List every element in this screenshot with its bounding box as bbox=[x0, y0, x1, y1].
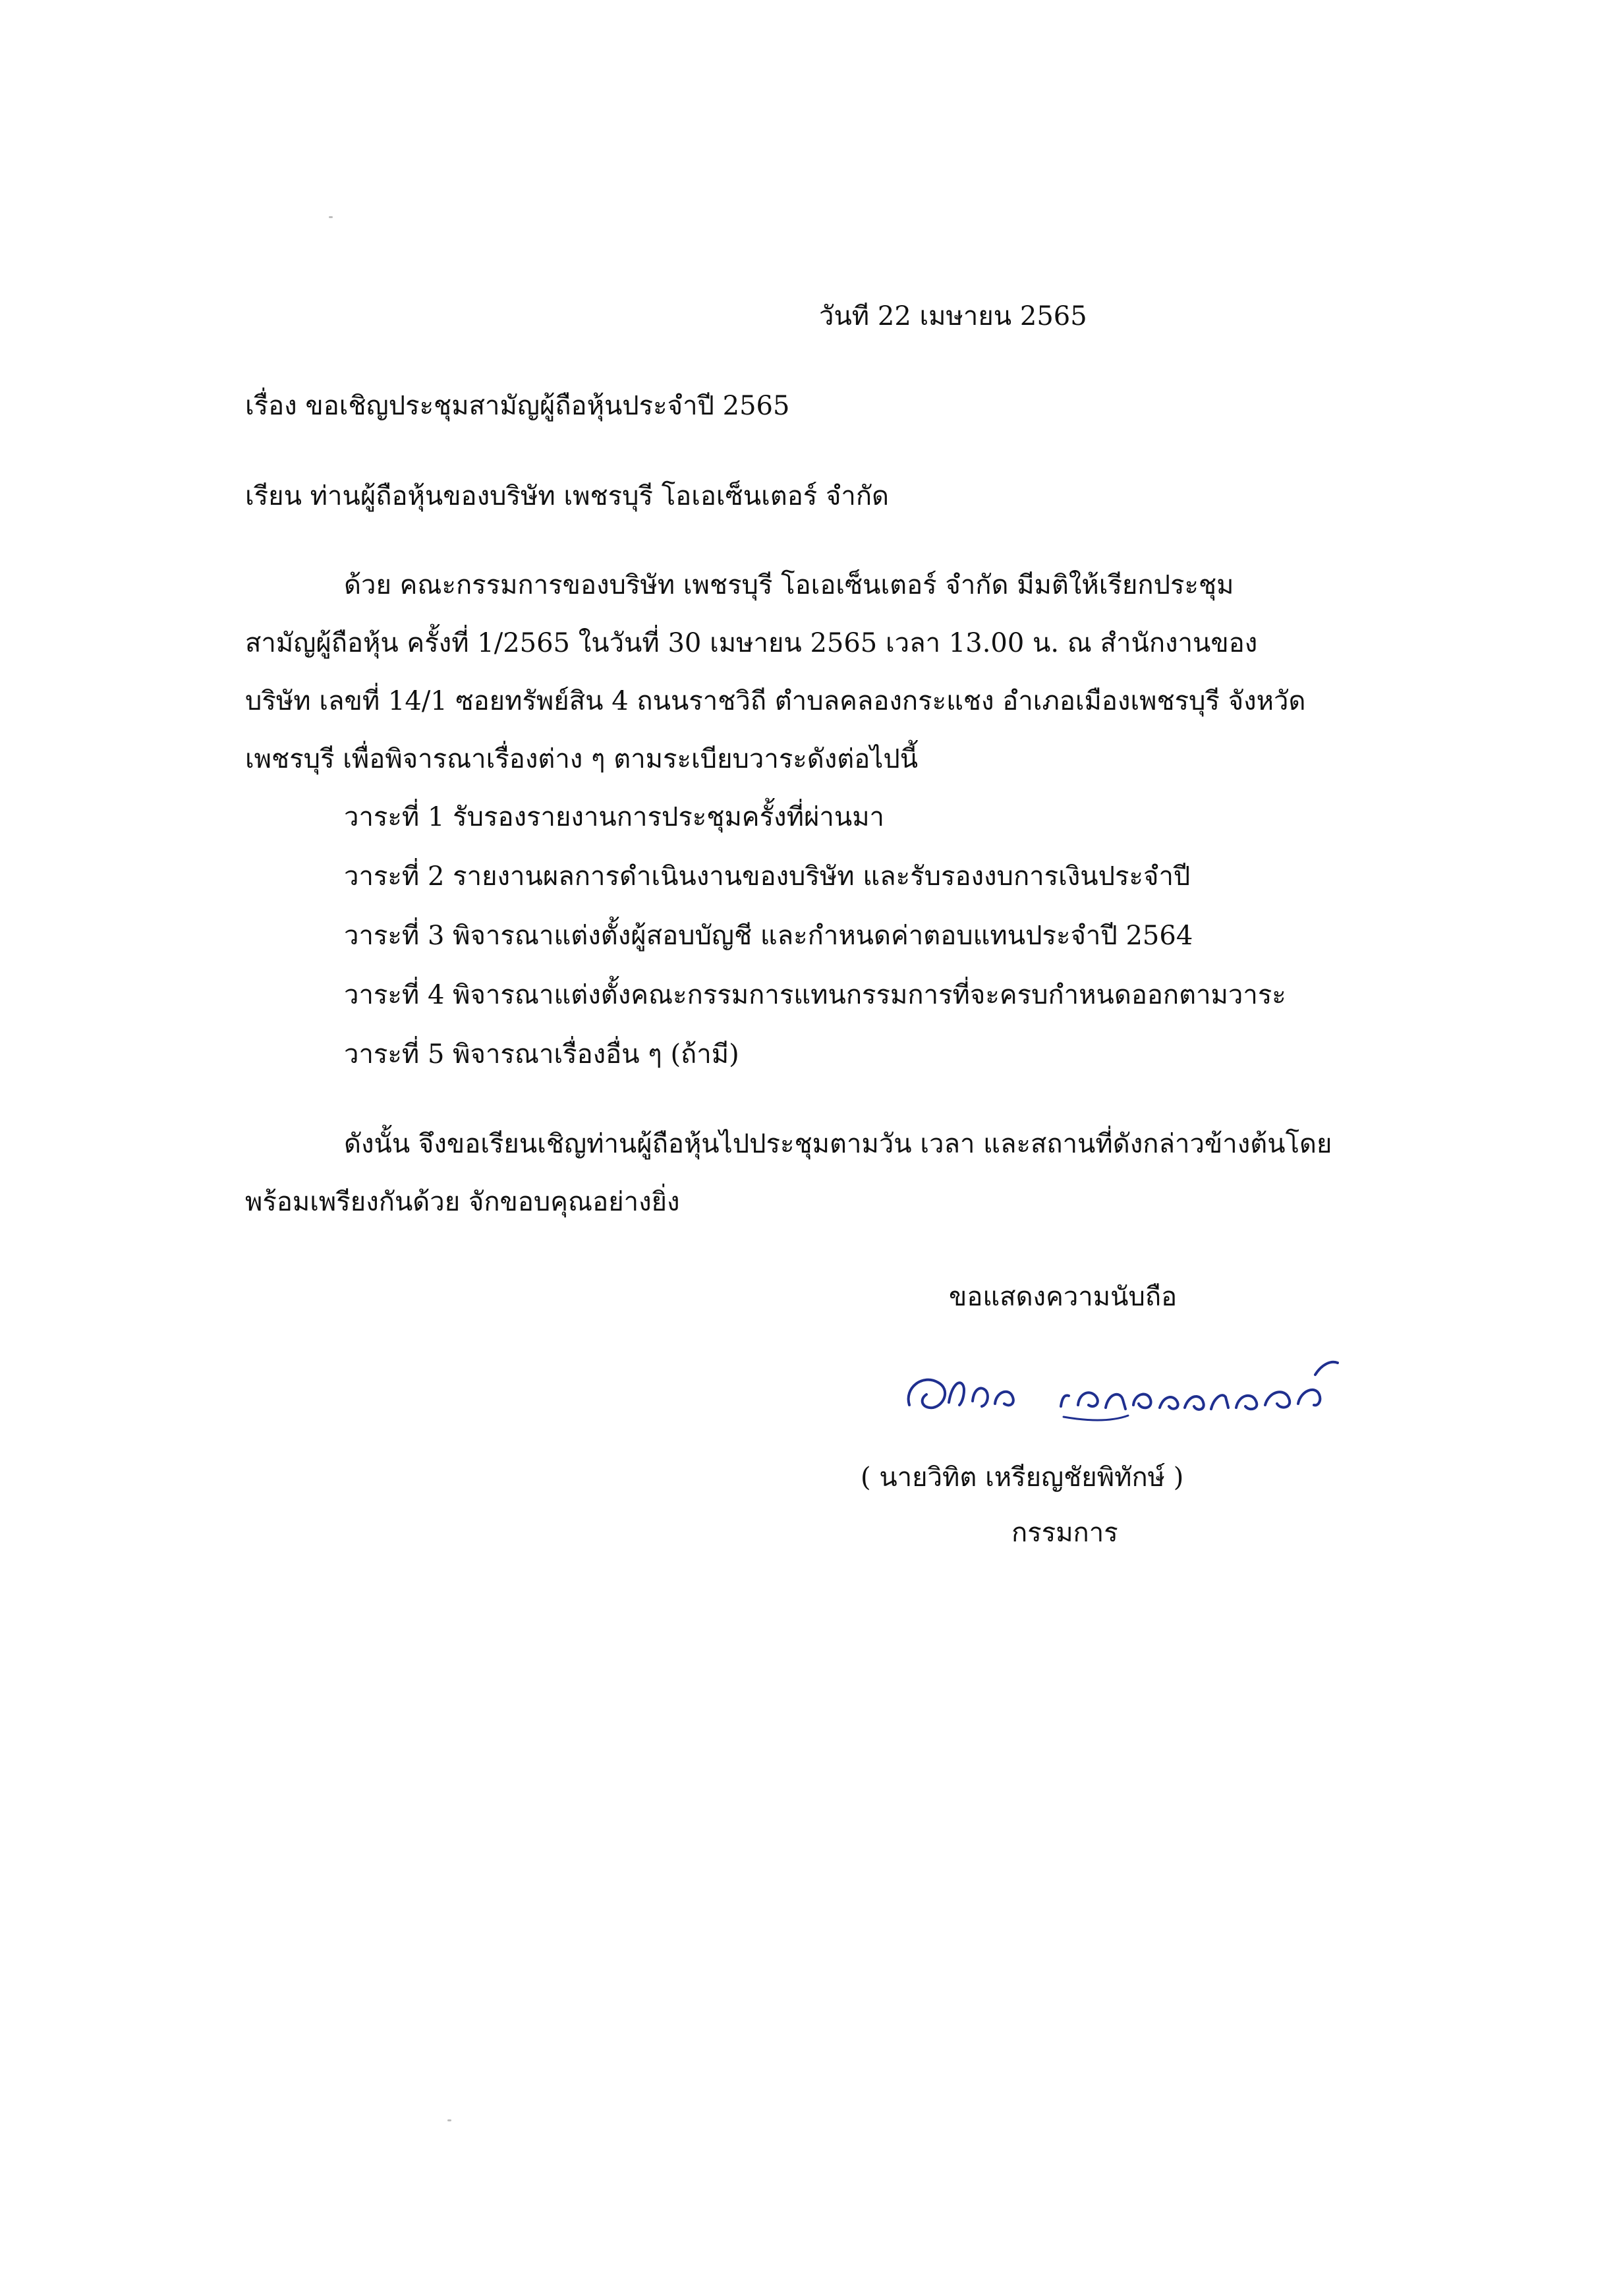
signer-title: กรรมการ bbox=[1011, 1518, 1118, 1548]
scan-speck bbox=[447, 2119, 451, 2121]
signature-stroke bbox=[1061, 1362, 1338, 1410]
signature-stroke bbox=[1064, 1416, 1128, 1420]
body-line: สามัญผู้ถือหุ้น ครั้งที่ 1/2565 ในวันที่ 30 เมษายน 2565 เวลา 13.00 น. ณ สำนักงานของ bbox=[245, 628, 1258, 658]
body-line: ด้วย คณะกรรมการของบริษัท เพชรบุรี โอเอเซ็นเตอร์ จำกัด มีมติให้เรียกประชุม bbox=[344, 570, 1234, 600]
body-line: เพชรบุรี เพื่อพิจารณาเรื่องต่าง ๆ ตามระเบียบวาระดังต่อไปนี้ bbox=[245, 744, 919, 774]
closing-line: ดังนั้น จึงขอเรียนเชิญท่านผู้ถือหุ้นไปประชุมตามวัน เวลา และสถานที่ดังกล่าวข้างต้นโดย bbox=[344, 1129, 1332, 1159]
sign-off: ขอแสดงความนับถือ bbox=[949, 1282, 1178, 1312]
agenda-item: วาระที่ 2 รายงานผลการดำเนินงานของบริษัท และรับรองงบการเงินประจำปี bbox=[344, 861, 1191, 892]
letter-date: วันที 22 เมษายน 2565 bbox=[819, 301, 1087, 331]
agenda-item: วาระที่ 1 รับรองรายงานการประชุมครั้งที่ผ่านมา bbox=[344, 802, 885, 832]
scan-speck bbox=[329, 216, 333, 218]
letter-subject: เรื่อง ขอเชิญประชุมสามัญผู้ถือหุ้นประจำปี 2565 bbox=[245, 391, 790, 421]
closing-line: พร้อมเพรียงกันด้วย จักขอบคุณอย่างยิ่ง bbox=[245, 1187, 680, 1217]
signature-stroke bbox=[909, 1380, 1013, 1408]
letter-recipient: เรียน ท่านผู้ถือหุ้นของบริษัท เพชรบุรี โอเอเซ็นเตอร์ จำกัด bbox=[245, 481, 890, 511]
agenda-item: วาระที่ 3 พิจารณาแต่งตั้งผู้สอบบัญชี และกำหนดค่าตอบแทนประจำปี 2564 bbox=[344, 921, 1193, 951]
signer-name: ( นายวิทิต เหรียญชัยพิทักษ์ ) bbox=[861, 1462, 1184, 1493]
agenda-item: วาระที่ 4 พิจารณาแต่งตั้งคณะกรรมการแทนกรรมการที่จะครบกำหนดออกตามวาระ bbox=[344, 980, 1286, 1010]
body-line: บริษัท เลขที่ 14/1 ซอยทรัพย์สิน 4 ถนนราชวิถี ตำบลคลองกระแชง อำเภอเมืองเพชรบุรี จังหวัด bbox=[245, 686, 1306, 716]
handwritten-signature bbox=[896, 1344, 1344, 1430]
agenda-item: วาระที่ 5 พิจารณาเรื่องอื่น ๆ (ถ้ามี) bbox=[344, 1039, 739, 1070]
